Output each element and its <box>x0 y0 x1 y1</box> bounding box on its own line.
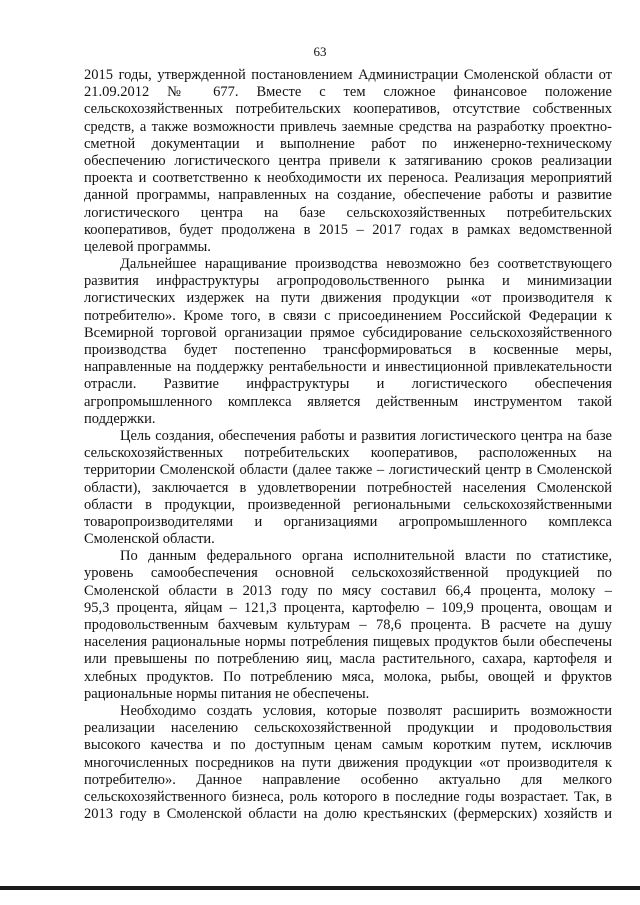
text-line: потребителю». Кроме того, в связи с присоединением Российской Федерации к <box>84 307 612 324</box>
text-line: продовольственным бахчевым культурам – 78,6 процента. В расчете на душу <box>84 617 612 633</box>
text-line: отрасли. Развитие инфраструктуры и логистического обеспечения <box>84 376 612 393</box>
text-line: агропромышленного комплекса является действенным инструментом такой <box>84 393 612 410</box>
bottom-rule <box>0 886 640 890</box>
text-line: поддержки. <box>84 410 156 427</box>
text-line: Необходимо создать условия, которые позволят расширить возможности <box>120 702 612 719</box>
text-line: 2015 годы, утвержденной постановлением Администрации Смоленской области от <box>84 67 612 83</box>
text-line: Дальнейшее наращивание производства невозможно без соответствующего <box>120 256 612 273</box>
text-line: Всемирной торговой организации прямое субсидирование сельскохозяйственного <box>84 324 612 341</box>
text-line: данной программы, направленных на создание, обеспечение работы и развитие <box>84 187 612 204</box>
text-line: логистических издержек на пути движения продукции «от производителя к <box>84 290 612 307</box>
text-line: уровень самообеспечения основной сельскохозяйственной продукцией по <box>84 565 612 582</box>
text-line: потребителю». Данное направление особенно актуально для мелкого <box>84 771 612 788</box>
text-line: населения рациональные нормы потребления пищевых продуктов были обеспечены <box>84 634 612 651</box>
body-text <box>84 67 612 823</box>
text-line: 95,3 процента, яйцам – 121,3 процента, картофелю – 109,9 процента, овощам и <box>84 599 612 616</box>
text-line: области), заключается в удовлетворении потребностей населения Смоленской <box>84 479 612 496</box>
text-line: сельскохозяйственного бизнеса, роль которого в последние годы возрастает. Так, в <box>84 788 612 805</box>
text-line: сметной документации и выполнение работ по инженерно-техническому <box>84 135 612 152</box>
text-line: целевой программы. <box>84 238 211 255</box>
text-line: кооперативов, будет продолжена в 2015 – 2017 годах в рамках ведомственной <box>84 221 612 238</box>
text-line: Цель создания, обеспечения работы и развития логистического центра на базе <box>120 427 612 444</box>
text-line: 21.09.2012 № 677. Вместе с тем сложное финансовое положение <box>84 84 612 101</box>
text-line: сельскохозяйственных потребительских кооперативов, отсутствие собственных <box>84 101 612 118</box>
text-line: сельскохозяйственных потребительских кооперативов, расположенных на <box>84 445 612 462</box>
text-line: области в продукции, произведенной региональными сельскохозяйственными <box>84 496 612 513</box>
text-line: производства будет постепенно трансформироваться в косвенные меры, <box>84 342 612 358</box>
text-line: рациональные нормы питания не обеспечены. <box>84 685 370 702</box>
text-line: реализации населению сельскохозяйственной продукции и продовольствия <box>84 720 612 737</box>
text-line: или превышены по потреблению яиц, масла растительного, сахара, картофеля и <box>84 651 612 668</box>
text-line: Смоленской области. <box>84 531 215 548</box>
text-line: развития инфраструктуры агропродовольственного рынка и минимизации <box>84 273 612 290</box>
text-line: товаропроизводителями и организациями агропромышленного комплекса <box>84 513 612 530</box>
text-line: логистического центра на базе сельскохозяйственных потребительских <box>84 204 612 221</box>
text-line: высокого качества и по доступным ценам самым коротким путем, исключив <box>84 737 612 754</box>
text-line: территории Смоленской области (далее также – логистический центр в Смоленской <box>84 462 612 479</box>
text-line: проекта и соответственно к необходимости их переноса. Реализация мероприятий <box>84 170 612 187</box>
text-line: многочисленных посредников на пути движения продукции «от производителя к <box>84 754 612 771</box>
text-line: обеспечению логистического центра привели к затягиванию сроков реализации <box>84 152 612 169</box>
text-line: средств, а также возможности привлечь заемные средства на разработку проектно- <box>84 118 612 135</box>
text-line: направленные на поддержку рентабельности и инвестиционной привлекательности <box>84 359 612 376</box>
text-line: хлебных продуктов. По потреблению мяса, молока, рыбы, овощей и фруктов <box>84 668 612 685</box>
text-line: 2013 году в Смоленской области на долю крестьянских (фермерских) хозяйств и <box>84 806 612 823</box>
text-line: По данным федерального органа исполнительной власти по статистике, <box>120 548 612 565</box>
text-line: Смоленской области в 2013 году по мясу составил 66,4 процента, молоку – <box>84 582 612 599</box>
page-number: 63 <box>313 44 327 59</box>
